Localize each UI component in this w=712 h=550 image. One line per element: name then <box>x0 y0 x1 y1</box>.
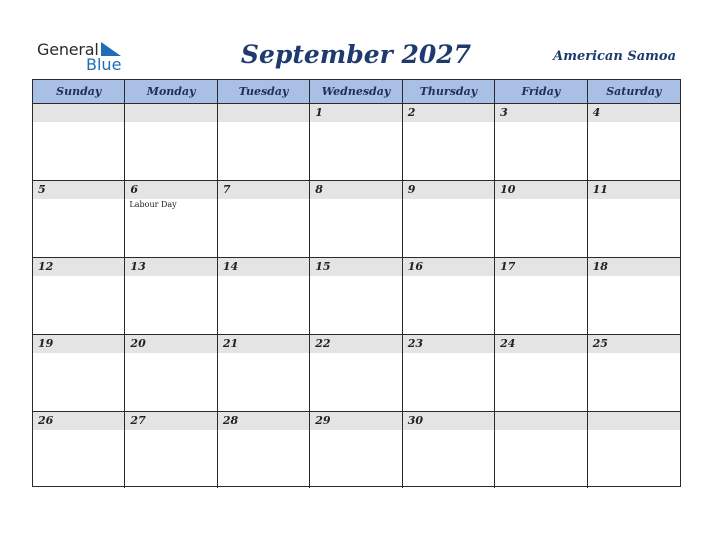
day-number: 29 <box>310 412 401 430</box>
weekday-thursday: Thursday <box>403 80 495 103</box>
day-number: 4 <box>588 104 680 122</box>
day-cell <box>495 181 587 257</box>
day-number: 9 <box>403 181 494 199</box>
day-number: 22 <box>310 335 401 353</box>
day-cell <box>403 104 495 180</box>
day-cell <box>218 104 310 180</box>
day-number: 5 <box>33 181 124 199</box>
weekday-friday: Friday <box>495 80 587 103</box>
day-number: 12 <box>33 258 124 276</box>
day-number: 1 <box>310 104 401 122</box>
day-number: 23 <box>403 335 494 353</box>
week-row <box>33 258 680 335</box>
day-number: 2 <box>403 104 494 122</box>
day-number: 6 <box>125 181 216 199</box>
week-row <box>33 104 680 181</box>
day-number: 24 <box>495 335 586 353</box>
day-cell <box>125 412 217 488</box>
day-cell <box>588 335 680 411</box>
day-cell <box>218 335 310 411</box>
day-cell <box>403 412 495 488</box>
day-number: 21 <box>218 335 309 353</box>
day-number: 25 <box>588 335 680 353</box>
day-cell <box>125 335 217 411</box>
day-cell <box>310 181 402 257</box>
day-number: 26 <box>33 412 124 430</box>
day-cell <box>218 181 310 257</box>
day-number: 17 <box>495 258 586 276</box>
day-number <box>495 412 586 430</box>
day-cell <box>33 335 125 411</box>
day-cell <box>495 412 587 488</box>
day-cell <box>588 104 680 180</box>
weekday-wednesday: Wednesday <box>310 80 402 103</box>
day-cell <box>495 335 587 411</box>
day-cell <box>218 258 310 334</box>
day-number <box>33 104 124 122</box>
day-cell <box>403 181 495 257</box>
weekday-sunday: Sunday <box>33 80 125 103</box>
day-cell <box>588 258 680 334</box>
day-number: 19 <box>33 335 124 353</box>
holiday-label: Labour Day <box>129 200 177 209</box>
day-cell <box>310 104 402 180</box>
day-number: 10 <box>495 181 586 199</box>
day-number <box>218 104 309 122</box>
country-label: American Samoa <box>553 49 676 64</box>
weekday-monday: Monday <box>125 80 217 103</box>
calendar-grid <box>32 79 681 487</box>
day-cell <box>588 181 680 257</box>
day-number: 28 <box>218 412 309 430</box>
week-row <box>33 335 680 412</box>
calendar-title: September 2027 <box>240 40 472 69</box>
day-cell <box>588 412 680 488</box>
day-cell <box>495 258 587 334</box>
day-cell <box>125 104 217 180</box>
day-cell <box>218 412 310 488</box>
day-number <box>125 104 216 122</box>
day-cell <box>310 258 402 334</box>
weekday-header <box>33 80 680 104</box>
day-cell <box>310 335 402 411</box>
day-cell <box>125 181 217 257</box>
day-number: 13 <box>125 258 216 276</box>
day-number: 16 <box>403 258 494 276</box>
day-number: 20 <box>125 335 216 353</box>
day-number: 18 <box>588 258 680 276</box>
day-number: 30 <box>403 412 494 430</box>
day-cell <box>403 258 495 334</box>
day-cell <box>33 104 125 180</box>
day-cell <box>403 335 495 411</box>
weekday-saturday: Saturday <box>606 85 662 98</box>
day-number: 7 <box>218 181 309 199</box>
day-number: 14 <box>218 258 309 276</box>
day-cell <box>310 412 402 488</box>
day-number: 8 <box>310 181 401 199</box>
day-number: 11 <box>588 181 680 199</box>
day-number: 3 <box>495 104 586 122</box>
day-number <box>588 412 680 430</box>
logo-text-general: General <box>37 40 99 59</box>
day-cell <box>495 104 587 180</box>
day-number: 15 <box>310 258 401 276</box>
logo-text-blue: Blue <box>86 55 122 74</box>
day-cell <box>125 258 217 334</box>
day-cell <box>33 258 125 334</box>
week-row <box>33 181 680 258</box>
day-cell <box>33 181 125 257</box>
day-cell <box>33 412 125 488</box>
weekday-tuesday: Tuesday <box>218 80 310 103</box>
day-number: 27 <box>125 412 216 430</box>
week-row <box>33 412 680 488</box>
